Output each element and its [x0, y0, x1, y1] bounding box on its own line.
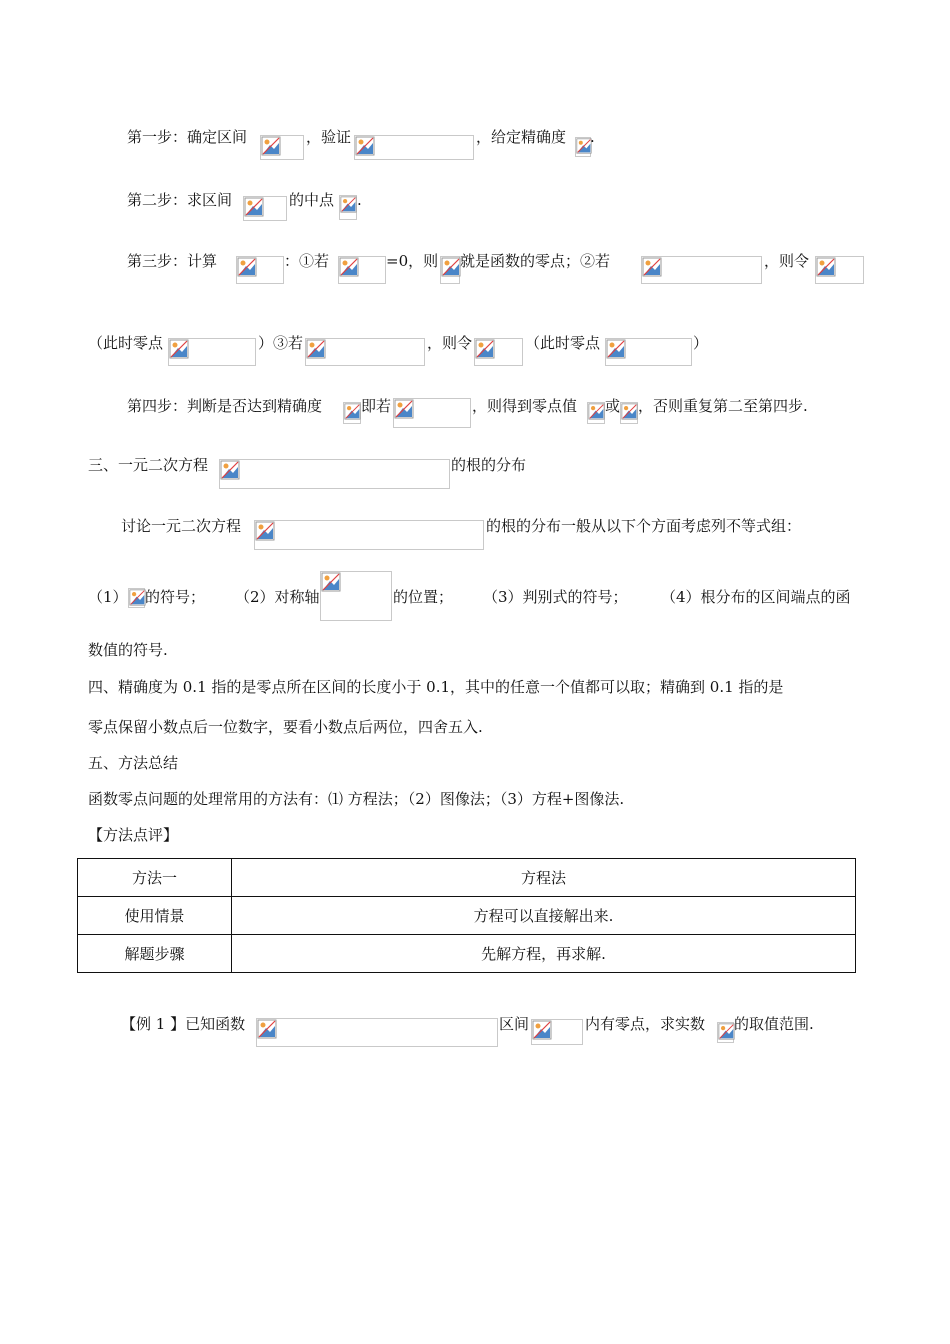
broken-image-icon	[394, 399, 414, 419]
step3-text-j: ）	[693, 334, 709, 352]
formula-image	[815, 256, 864, 284]
step3-text-c: =0，则	[386, 252, 439, 270]
table-cell: 使用情景	[78, 897, 232, 935]
sec3-item2-a: （2）对称轴	[235, 588, 320, 606]
broken-image-icon	[606, 339, 626, 359]
broken-image-icon	[532, 1020, 552, 1040]
formula-image	[587, 402, 605, 424]
broken-image-icon	[257, 1019, 277, 1039]
sec4-line1: 四、精确度为 0.1 指的是零点所在区间的长度小于 0.1，其中的任意一个值都可以取；精确到 0.1 指的是	[88, 678, 784, 696]
step4-text-b: 即若	[361, 397, 392, 415]
formula-image	[168, 338, 256, 366]
broken-image-icon	[441, 257, 461, 277]
table-cell: 解题步骤	[78, 935, 232, 973]
table-row	[78, 897, 856, 935]
broken-image-icon	[169, 339, 189, 359]
table-cell: 方程可以直接解出来.	[232, 897, 856, 935]
sec3-item1-a: （1）	[88, 588, 128, 606]
formula-image	[474, 338, 523, 366]
formula-image	[254, 520, 484, 550]
sec5-line: 函数零点问题的处理常用的方法有：⑴ 方程法；（2）图像法；（3）方程+图像法.	[88, 790, 625, 808]
formula-image	[605, 338, 692, 366]
step1-text-b: ，验证	[306, 128, 352, 146]
broken-image-icon	[355, 136, 375, 156]
table-row	[78, 935, 856, 973]
formula-image	[256, 1018, 498, 1047]
formula-image	[339, 195, 357, 220]
formula-image	[219, 459, 450, 489]
broken-image-icon	[642, 257, 662, 277]
table-cell: 方程法	[232, 859, 856, 897]
formula-image	[260, 135, 304, 160]
broken-image-icon	[306, 339, 326, 359]
formula-image	[440, 256, 460, 284]
sec4-line2: 零点保留小数点后一位数字，要看小数点后两位，四舍五入.	[88, 718, 483, 736]
sec3-item4: （4）根分布的区间端点的函	[661, 588, 851, 606]
sec3-item4-cont: 数值的符号.	[88, 641, 168, 659]
example-text-a: 【例 1 】已知函数	[121, 1015, 246, 1033]
step3-text-i: （此时零点	[525, 334, 601, 352]
step4-text-d: 或	[605, 397, 621, 415]
method-table	[77, 858, 856, 973]
step3-text-g: ）③若	[258, 334, 304, 352]
example-text-c: 内有零点，求实数	[585, 1015, 706, 1033]
review-label: 【方法点评】	[88, 826, 179, 844]
step1-text-c: ，给定精确度	[476, 128, 567, 146]
broken-image-icon	[129, 589, 146, 606]
broken-image-icon	[237, 257, 257, 277]
sec3-item3: （3）判别式的符号；	[483, 588, 628, 606]
step2-text-c: .	[357, 191, 362, 209]
formula-image	[236, 256, 284, 284]
example-text-d: 的取值范围.	[734, 1015, 814, 1033]
sec3-item2-b: 的位置；	[393, 588, 454, 606]
step3-text-a: 第三步：计算	[127, 252, 218, 270]
step1-text-a: 第一步：确定区间	[127, 128, 248, 146]
broken-image-icon	[321, 572, 341, 592]
formula-image	[717, 1022, 734, 1043]
step4-text-a: 第四步：判断是否达到精确度	[127, 397, 323, 415]
formula-image	[393, 398, 471, 428]
formula-image	[531, 1019, 583, 1045]
sec3-item1-b: 的符号；	[145, 588, 206, 606]
formula-image	[305, 338, 425, 366]
broken-image-icon	[220, 460, 240, 480]
step3-text-b: ：①若	[284, 252, 330, 270]
broken-image-icon	[816, 257, 836, 277]
step4-text-c: ，则得到零点值	[472, 397, 578, 415]
sec3-title-b: 的根的分布	[451, 456, 527, 474]
formula-image	[243, 196, 287, 221]
formula-image	[343, 402, 361, 424]
step1-text-d: .	[590, 128, 595, 146]
sec3-para-b: 的根的分布一般从以下个方面考虑列不等式组：	[486, 517, 802, 535]
step4-text-e: ，否则重复第二至第四步.	[638, 397, 808, 415]
broken-image-icon	[261, 136, 281, 156]
broken-image-icon	[475, 339, 495, 359]
step3-text-h: ，则令	[427, 334, 473, 352]
formula-image	[338, 256, 386, 284]
formula-image	[320, 571, 392, 621]
formula-image	[641, 256, 762, 284]
step3-text-f: （此时零点	[88, 334, 164, 352]
step3-text-e: ，则令	[764, 252, 810, 270]
table-cell: 先解方程，再求解.	[232, 935, 856, 973]
broken-image-icon	[588, 403, 605, 420]
sec3-title-a: 三、一元二次方程	[88, 456, 209, 474]
step2-text-b: 的中点	[289, 191, 335, 209]
broken-image-icon	[344, 403, 361, 420]
sec5-title: 五、方法总结	[88, 754, 179, 772]
formula-image	[128, 588, 145, 608]
broken-image-icon	[718, 1023, 735, 1040]
step2-text-a: 第二步：求区间	[127, 191, 233, 209]
example-text-b: 区间	[499, 1015, 530, 1033]
formula-image	[575, 137, 591, 157]
broken-image-icon	[244, 197, 264, 217]
formula-image	[354, 135, 474, 160]
table-row	[78, 859, 856, 897]
step3-text-d: 就是函数的零点；②若	[460, 252, 611, 270]
broken-image-icon	[340, 196, 357, 213]
broken-image-icon	[255, 521, 275, 541]
sec3-para-a: 讨论一元二次方程	[121, 517, 242, 535]
table-cell: 方法一	[78, 859, 232, 897]
formula-image	[620, 402, 638, 424]
broken-image-icon	[339, 257, 359, 277]
broken-image-icon	[621, 403, 638, 420]
